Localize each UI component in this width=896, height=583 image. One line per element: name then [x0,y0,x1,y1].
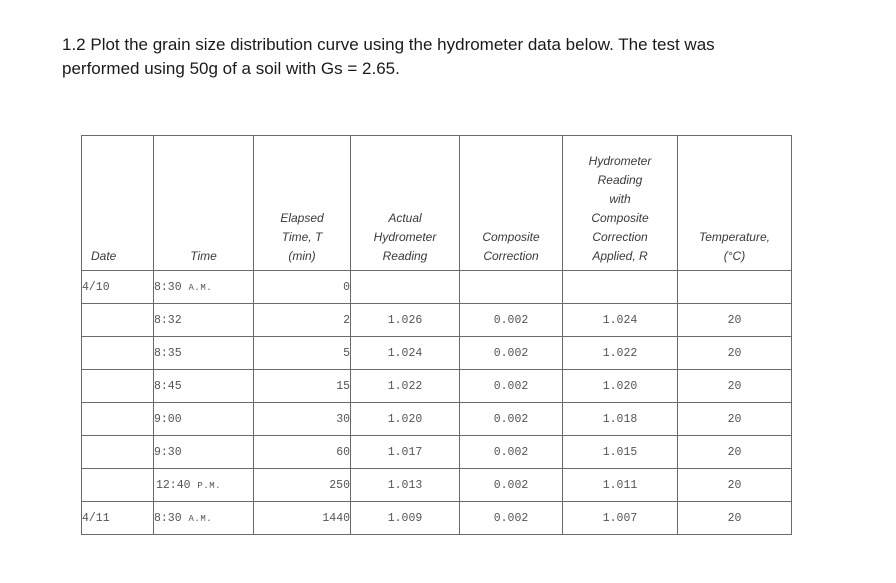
cell-composite-correction [460,271,563,304]
header-line: with [609,192,631,206]
cell-temperature: 20 [678,403,792,436]
cell-elapsed: 60 [254,436,351,469]
cell-actual-reading: 1.026 [351,304,460,337]
cell-actual-reading: 1.013 [351,469,460,502]
table-row [82,469,792,502]
cell-temperature: 20 [678,304,792,337]
cell-date: 4/11 [82,502,154,535]
cell-temperature: 20 [678,370,792,403]
cell-date [82,469,154,502]
header-line: Temperature, [699,230,770,244]
header-line: Composite [482,230,540,244]
header-line: Correction [483,249,539,263]
cell-corrected-reading: 1.024 [563,304,678,337]
header-line: Hydrometer [588,154,652,168]
cell-date [82,304,154,337]
cell-date [82,436,154,469]
cell-time [154,436,254,469]
cell-actual-reading: 1.024 [351,337,460,370]
cell-time [154,304,254,337]
cell-elapsed: 250 [254,469,351,502]
cell-composite-correction: 0.002 [460,304,563,337]
cell-actual-reading: 1.020 [351,403,460,436]
header-line: Elapsed [280,211,324,225]
time-value: 8:32 [154,313,182,327]
cell-time [154,502,254,535]
time-value: 8:35 [154,346,182,360]
cell-elapsed: 5 [254,337,351,370]
cell-actual-reading [351,271,460,304]
cell-composite-correction: 0.002 [460,436,563,469]
header-corrected-reading [563,136,678,271]
cell-composite-correction: 0.002 [460,370,563,403]
time-period: P.M. [197,480,222,491]
problem-line-2: performed using 50g of a soil with Gs = 2.65. [62,59,400,78]
header-date: Date [82,136,154,271]
cell-actual-reading: 1.017 [351,436,460,469]
table-header-row [82,136,792,271]
header-elapsed-time [254,136,351,271]
cell-actual-reading: 1.009 [351,502,460,535]
cell-elapsed: 15 [254,370,351,403]
header-composite-correction [460,136,563,271]
cell-temperature: 20 [678,469,792,502]
table-row [82,502,792,535]
time-value: 12:40 [156,478,191,492]
hydrometer-data-table [81,135,792,535]
cell-temperature: 20 [678,502,792,535]
cell-corrected-reading: 1.020 [563,370,678,403]
cell-elapsed: 2 [254,304,351,337]
cell-date [82,337,154,370]
cell-actual-reading: 1.022 [351,370,460,403]
header-line: Applied, R [592,249,648,263]
time-period: A.M. [188,513,213,524]
cell-composite-correction: 0.002 [460,337,563,370]
header-line: (°C) [723,249,746,263]
cell-corrected-reading: 1.018 [563,403,678,436]
cell-time [154,337,254,370]
header-line: Hydrometer [373,230,437,244]
cell-date: 4/10 [82,271,154,304]
cell-time [154,469,254,502]
cell-time [154,403,254,436]
cell-elapsed: 1440 [254,502,351,535]
cell-date [82,403,154,436]
cell-elapsed: 30 [254,403,351,436]
table-row [82,436,792,469]
cell-corrected-reading: 1.022 [563,337,678,370]
cell-composite-correction: 0.002 [460,403,563,436]
cell-composite-correction: 0.002 [460,502,563,535]
time-value: 9:30 [154,445,182,459]
cell-time [154,370,254,403]
cell-time [154,271,254,304]
cell-temperature: 20 [678,436,792,469]
header-line: Correction [592,230,648,244]
table-row [82,304,792,337]
cell-temperature: 20 [678,337,792,370]
cell-elapsed: 0 [254,271,351,304]
header-line: Reading [382,249,428,263]
time-value: 8:30 [154,280,182,294]
time-value: 8:30 [154,511,182,525]
table-row [82,370,792,403]
header-line: Composite [591,211,649,225]
cell-date [82,370,154,403]
header-temperature [678,136,792,271]
problem-line-1: 1.2 Plot the grain size distribution curve using the hydrometer data below. The test was [62,35,715,54]
header-line: Reading [597,173,643,187]
header-line: (min) [288,249,316,263]
cell-composite-correction: 0.002 [460,469,563,502]
time-value: 9:00 [154,412,182,426]
problem-statement [62,33,862,81]
table-row [82,337,792,370]
table-row [82,403,792,436]
time-value: 8:45 [154,379,182,393]
cell-corrected-reading: 1.007 [563,502,678,535]
header-time: Time [154,136,254,271]
cell-corrected-reading [563,271,678,304]
cell-corrected-reading: 1.011 [563,469,678,502]
cell-corrected-reading: 1.015 [563,436,678,469]
header-line: Time, T [281,230,323,244]
time-period: A.M. [188,282,213,293]
cell-temperature [678,271,792,304]
header-actual-reading [351,136,460,271]
header-line: Actual [388,211,422,225]
table-row [82,271,792,304]
